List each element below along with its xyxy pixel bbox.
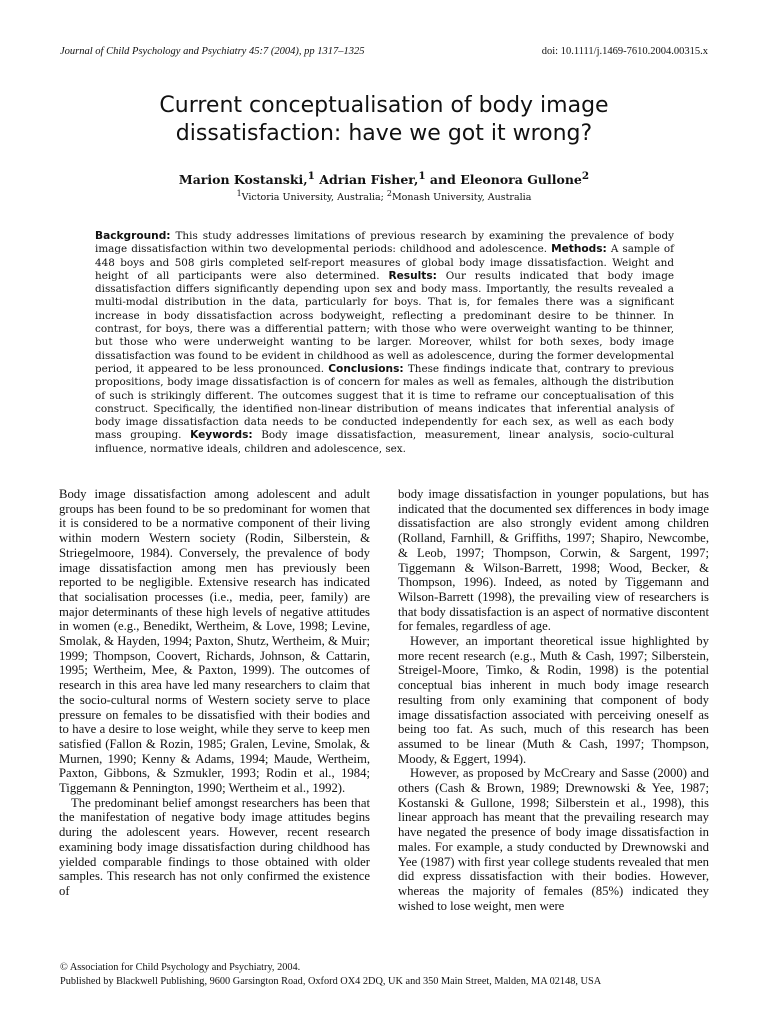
body-paragraph: Body image dissatisfaction among adolescent and adult groups has been found to be so predominant for women that it is considered to be a normative component of their living within modern Western society (Rodin, Silberstein, & Striegelmoore, 1984). Conversely, the prevalence of body image dissatisfaction among men has previously been reported to be negligible. Extensive research has indicated that socialisation processes (i.e., media, peer, family) are major determinants of these high levels of negative attitudes in women (e.g., Benedikt, Wertheim, & Love, 1998; Levine, Smolak, & Hayden, 1994; Paxton, Shutz, Wertheim, & Muir; 1999; Thompson, Coovert, Richards, Johnson, & Cattarin, 1995; Wertheim, Mee, & Paxton, 1999). The outcomes of research in this area have led many researchers to claim that the socio-cultural norms of Western society serve to place pressure on females to be dissatisfied with their bodies and to have a desire to lose weight, while they serve to keep men satisfied (Fallon & Rozin, 1985; Gralen, Levine, Smolak, & Murnen, 1990; Kenny & Adams, 1994; Maude, Wertheim, Paxton, Gibbons, & Szmukler, 1993; Rodin et al., 1984; Tiggemann & Pennington, 1990; Wertheim et al., 1992). bbox=[59, 487, 370, 796]
page-footer bbox=[60, 961, 728, 989]
body-column-left bbox=[59, 487, 370, 899]
publisher-notice: Published by Blackwell Publishing, 9600 Garsington Road, Oxford OX4 2DQ, UK and 350 Main Street, Malden, MA 02148, USA bbox=[60, 976, 602, 987]
affiliation-text: Monash University, Australia bbox=[391, 192, 532, 204]
affiliation-marker: 1 bbox=[418, 170, 426, 182]
author-name: Marion Kostanski, bbox=[178, 172, 308, 188]
body-paragraph: body image dissatisfaction in younger populations, but has indicated that the documented sex differences in body image dissatisfaction are also strongly evident among children (Rolland, Farnhill, & Griffiths, 1997; Shapiro, Newcombe, & Leob, 1997; Thompson, Corwin, & Sargent, 1997; Tiggemann & Wilson-Barrett, 1998; Wood, Becker, & Thompson, 1996). Indeed, as noted by Tiggemann and Wilson-Barrett (1998), the prevailing view of researchers is that body dissatisfaction is an aspect of normative discontent for females, regardless of age. bbox=[398, 487, 709, 634]
abstract-results-label: Results: bbox=[388, 269, 437, 282]
abstract-background-label: Background: bbox=[95, 230, 171, 242]
body-column-right bbox=[398, 487, 709, 913]
affiliation-marker: 1 bbox=[307, 170, 315, 182]
abstract-keywords-text: Body image dissatisfaction, measurement, linear analysis, socio-cultural influence, normative ideals, children and adolescence, sex. bbox=[95, 429, 674, 455]
affiliation-marker: 2 bbox=[386, 189, 392, 198]
abstract-results-text: Our results indicated that body image dissatisfaction differs significantly depending upon sex and body mass. Importantly, the results revealed a multi-modal distribution in the data, particularly for boys. That is, for females there was a significant increase in body dissatisfaction across bodyweight, reflecting a predominant desire to be thinner. In contrast, for boys, there was a differential pattern; with those who were overweight wanting to be thinner, but those who were underweight wanting to be larger. Moreover, whilst for both sexes, body image dissatisfaction was found to be evident in childhood as well as adolescence, during the former developmental period, it appeared to be less pronounced. bbox=[95, 269, 674, 375]
abstract-conclusions-label: Conclusions: bbox=[328, 362, 404, 375]
copyright-notice: © Association for Child Psychology and Psychiatry, 2004. bbox=[60, 962, 301, 973]
abstract-conclusions-text: These findings indicate that, contrary to previous propositions, body image dissatisfaction is of concern for males as well as females, although the distribution of such is strikingly different. The outcomes suggest that it is time to reframe our conceptualisation of this construct. Specifically, the identified non-linear distribution of means indicates that inferential analysis of body image dissatisfaction data needs to be conducted independently for each sex, as well as each body mass grouping. bbox=[95, 362, 674, 442]
affiliation-marker: 1 bbox=[236, 189, 242, 198]
abstract bbox=[95, 230, 674, 456]
author-name: and Eleonora Gullone bbox=[425, 172, 582, 188]
affiliation-marker: 2 bbox=[581, 170, 590, 182]
body-paragraph: However, an important theoretical issue highlighted by more recent research (e.g., Muth & Cash, 1997; Silberstein, Streigel-Moore, Timko, & Rodin, 1998) is the potential conceptual bias inherent in much body image research resulting from only examining that component of body image dissatisfaction associated with perceiving oneself as being too fat. As such, much of this research has been assumed to be linear (Muth & Cash, 1997; Thompson, Moody, & Eggert, 1994). bbox=[398, 634, 709, 766]
abstract-methods-text: A sample of 448 boys and 508 girls completed self-report measures of global body image dissatisfaction. Weight and height of all participants were also determined. bbox=[95, 243, 674, 282]
affiliation-text: Victoria University, Australia; bbox=[241, 192, 387, 204]
body-paragraph: The predominant belief amongst researchers has been that the manifestation of negative body image attitudes begins during the adolescent years. However, recent research examining body image dissatisfaction during childhood has yielded comparable findings to those obtained with older samples. This research has not only confirmed the existence of bbox=[59, 795, 370, 898]
body-paragraph: However, as proposed by McCreary and Sasse (2000) and others (Cash & Brown, 1989; Drewnowski & Yee, 1987; Kostanski & Gullone, 1998; Silberstein et al., 1998), this linear approach has meant that the prevailing research may have negated the presence of body image dissatisfaction in males. For example, a study conducted by Drewnowski and Yee (1987) with first year college students revealed that men did express dissatisfaction with their bodies. However, whereas the majority of females (85%) indicated they wished to lose weight, men were bbox=[398, 766, 709, 913]
abstract-methods-label: Methods: bbox=[551, 243, 607, 256]
article-title: Current conceptualisation of body image dissatisfaction: have we got it wrong? bbox=[159, 93, 609, 146]
affiliations bbox=[60, 189, 708, 203]
journal-citation: Journal of Child Psychology and Psychiatry 45:7 (2004), pp 1317–1325 bbox=[60, 46, 365, 57]
abstract-keywords-label: Keywords: bbox=[190, 429, 253, 442]
running-head bbox=[60, 46, 708, 57]
author-list bbox=[60, 170, 708, 187]
author-name: Adrian Fisher, bbox=[314, 172, 419, 188]
doi: doi: 10.1111/j.1469-7610.2004.00315.x bbox=[541, 46, 708, 57]
abstract-background-text: This study addresses limitations of previous research by examining the prevalence of body image dissatisfaction within two developmental periods: childhood and adolescence. bbox=[95, 230, 674, 256]
